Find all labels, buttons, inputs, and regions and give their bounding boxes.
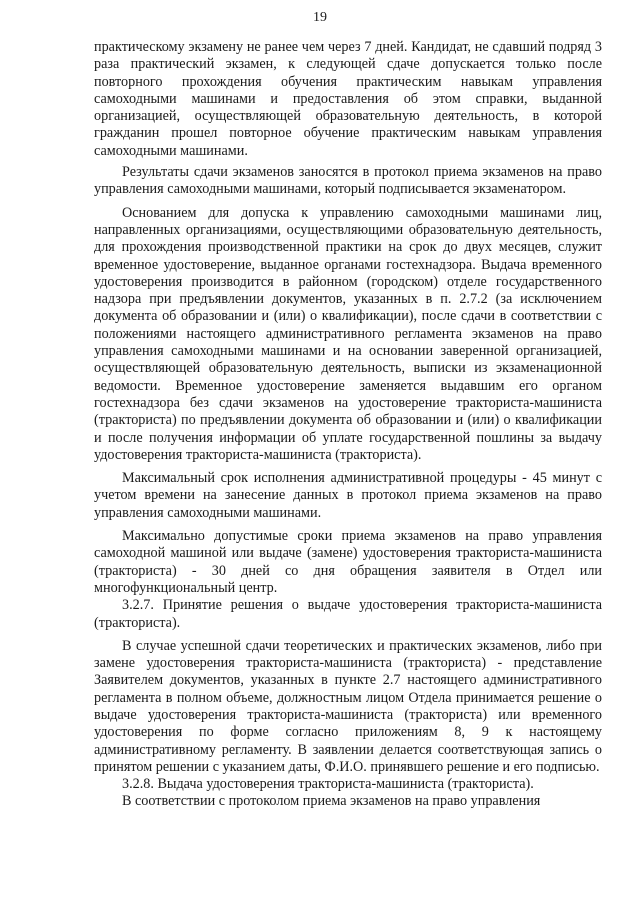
paragraph-max-duration: Максимальный срок исполнения административной процедуры - 45 минут с учетом времени на занесение данных в протокол приема экзаменов на право управления самоходными машинами. — [94, 470, 602, 521]
paragraph-decision: В случае успешной сдачи теоретических и практических экзаменов, либо при замене удостоверения тракториста-машиниста (тракториста) - представление Заявителем документов, указанных в пункте 2.7 настоящего административного регламента в полном объеме, должностным лицом Отдела принимается решение о выдаче удостоверения тракториста-машиниста (тракториста) или временного удостоверения по форме согласно приложениям 8, 9 к настоящему административному регламенту. В заявлении делается соответствующая запись о принятом решении с указанием даты, Ф.И.О. принявшего решение и его подписью. — [94, 637, 602, 775]
page-number: 19 — [313, 10, 327, 25]
document-body — [94, 39, 602, 811]
section-heading-3-2-8: 3.2.8. Выдача удостоверения тракториста-машиниста (тракториста). — [122, 776, 534, 793]
paragraph-max-terms: Максимально допустимые сроки приема экзаменов на право управления самоходной машиной или выдаче (замене) удостоверения тракториста-машиниста (тракториста) - 30 дней со дня обращения заявителя в Отдел или многофункциональный центр. — [94, 528, 602, 596]
paragraph-exam-results: Результаты сдачи экзаменов заносятся в протокол приема экзаменов на право управления самоходными машинами, который подписывается экзаменатором. — [94, 164, 602, 198]
paragraph-temporary-certificate: Основанием для допуска к управлению самоходными машинами лиц, направленных организациями, осуществляющими образовательную деятельность, для прохождения производственной практики на срок до двух месяцев, служит временное удостоверение, выданное органами гостехнадзора. Выдача временного удостоверения производится в районном (городском) отделе государственного надзора при предъявлении документов, указанных в п. 2.7.2 (за исключением документа об образовании и (или) о квалификации), после сдачи в соответствии с положениями настоящего административного регламента экзаменов на право управления самоходными машинами и на основании заверенной организацией, осуществляющей образовательную деятельность, выписки из экзаменационной ведомости. Временное удостоверение заменяется выдавшим его органом гостехнадзора без сдачи экзаменов на удостоверение тракториста-машиниста (тракториста) по предъявлении документа об образовании и (или) о квалификации и после получения информации об уплате государственной пошлины за выдачу удостоверения тракториста-машиниста (тракториста). — [94, 204, 602, 463]
section-heading-3-2-7: 3.2.7. Принятие решения о выдаче удостоверения тракториста-машиниста (тракториста). — [94, 597, 602, 631]
paragraph-issue: В соответствии с протоколом приема экзаменов на право управления — [122, 793, 541, 810]
paragraph-continuation: практическому экзамену не ранее чем через 7 дней. Кандидат, не сдавший подряд 3 раза практический экзамен, к следующей сдаче допускается только после повторного прохождения обучения практическим навыкам управления самоходными машинами и предоставления об этом справки, выданной организацией, осуществляющей образовательную деятельность, в которой гражданин прошел повторное обучение практическим навыкам управления самоходными машинами. — [94, 39, 602, 159]
